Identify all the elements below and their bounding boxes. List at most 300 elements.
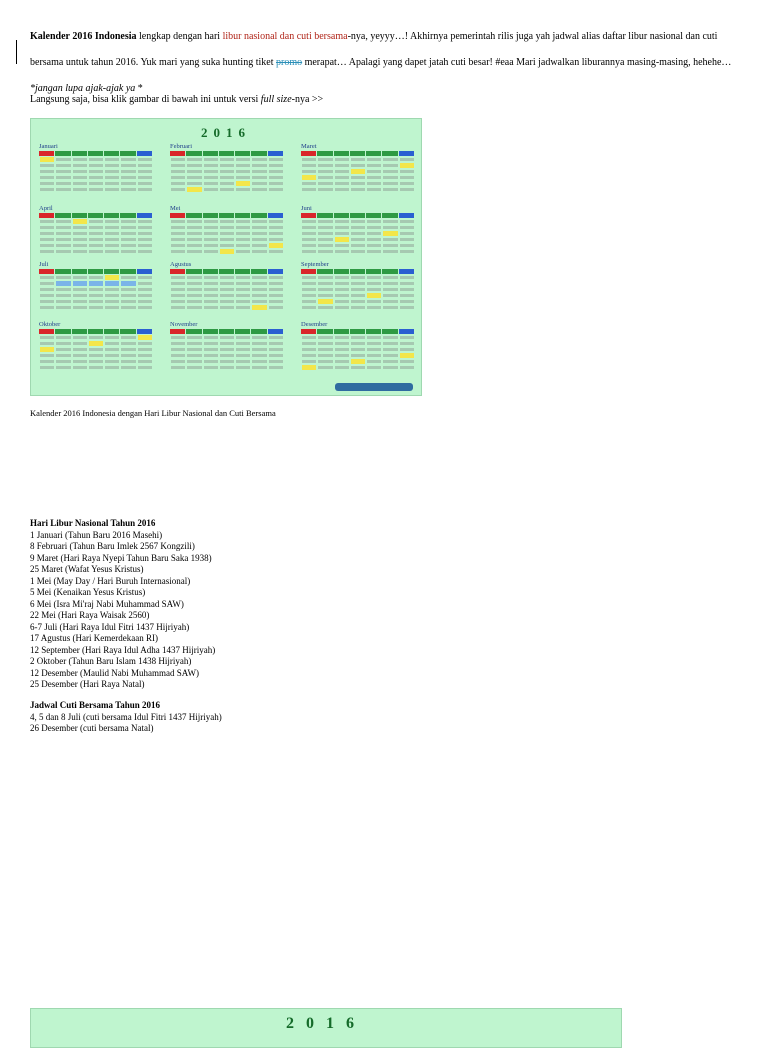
day-cell bbox=[351, 238, 365, 241]
day-cell bbox=[220, 288, 234, 291]
weekday-cell bbox=[219, 213, 235, 218]
day-cell bbox=[187, 187, 201, 192]
list-item: 26 Desember (cuti bersama Natal) bbox=[30, 723, 154, 733]
day-cell bbox=[400, 188, 414, 191]
month-name: November bbox=[170, 321, 198, 328]
day-cell bbox=[367, 348, 381, 351]
day-cell bbox=[252, 170, 266, 173]
day-cell bbox=[40, 232, 54, 235]
week-row bbox=[39, 157, 153, 162]
promo-link[interactable]: promo bbox=[275, 57, 303, 68]
day-cell bbox=[383, 158, 397, 161]
month-april bbox=[39, 205, 153, 255]
day-cell bbox=[383, 366, 397, 369]
weekday-cell bbox=[203, 213, 219, 218]
weekday-cell bbox=[382, 329, 398, 334]
day-cell bbox=[302, 300, 316, 303]
cuti-section bbox=[30, 700, 222, 735]
day-cell bbox=[252, 360, 266, 363]
day-cell bbox=[383, 294, 397, 297]
calendar-image-fullsize[interactable] bbox=[30, 1008, 622, 1048]
day-cell bbox=[187, 250, 201, 253]
list-item: 1 Januari (Tahun Baru 2016 Masehi) bbox=[30, 529, 163, 540]
day-cell bbox=[252, 188, 266, 191]
week-row bbox=[39, 335, 153, 340]
weekday-cell bbox=[251, 329, 267, 334]
month-juni bbox=[301, 205, 415, 255]
day-cell bbox=[105, 288, 119, 291]
weekday-cell bbox=[137, 269, 153, 274]
day-cell bbox=[171, 366, 185, 369]
day-cell bbox=[335, 348, 349, 351]
weekday-cell bbox=[334, 329, 350, 334]
list-item: 17 Agustus (Hari Kemerdekaan RI) bbox=[30, 633, 158, 643]
day-cell bbox=[171, 176, 185, 179]
list-item: 12 September (Hari Raya Idul Adha 1437 Hijriyah) bbox=[30, 644, 216, 655]
day-cell bbox=[105, 220, 119, 223]
day-cell bbox=[171, 238, 185, 241]
day-cell bbox=[121, 220, 135, 223]
day-cell bbox=[73, 170, 87, 173]
day-cell bbox=[400, 366, 414, 369]
image-caption: Kalender 2016 Indonesia dengan Hari Libur Nasional dan Cuti Bersama bbox=[30, 408, 276, 418]
week-row bbox=[301, 163, 415, 168]
day-cell bbox=[367, 182, 381, 185]
week-row bbox=[301, 231, 415, 236]
calendar-image[interactable] bbox=[30, 118, 422, 396]
weekday-cell bbox=[301, 329, 317, 334]
day-cell bbox=[383, 348, 397, 351]
day-cell bbox=[105, 354, 119, 357]
day-cell bbox=[269, 354, 283, 357]
day-cell bbox=[383, 244, 397, 247]
day-cell bbox=[138, 238, 152, 241]
day-cell bbox=[40, 188, 54, 191]
day-cell bbox=[187, 226, 201, 229]
weekday-cell bbox=[251, 213, 267, 218]
day-cell bbox=[318, 282, 332, 285]
day-cell bbox=[400, 353, 414, 358]
day-cell bbox=[73, 276, 87, 279]
day-cell bbox=[318, 348, 332, 351]
day-cell bbox=[121, 158, 135, 161]
day-cell bbox=[220, 354, 234, 357]
day-cell bbox=[89, 366, 103, 369]
day-cell bbox=[351, 182, 365, 185]
day-cell bbox=[383, 182, 397, 185]
weekday-header bbox=[39, 329, 153, 334]
day-cell bbox=[204, 282, 218, 285]
weekday-cell bbox=[203, 329, 219, 334]
weekday-cell bbox=[399, 151, 415, 156]
day-cell bbox=[105, 306, 119, 309]
day-cell bbox=[318, 238, 332, 241]
list-item: 25 Desember (Hari Raya Natal) bbox=[30, 679, 145, 689]
day-cell bbox=[89, 341, 103, 346]
day-cell bbox=[335, 244, 349, 247]
week-row bbox=[170, 335, 284, 340]
day-grid bbox=[170, 157, 284, 192]
weekday-cell bbox=[120, 269, 136, 274]
week-row bbox=[39, 353, 153, 358]
day-cell bbox=[220, 366, 234, 369]
day-cell bbox=[89, 360, 103, 363]
month-november bbox=[170, 321, 284, 371]
day-cell bbox=[220, 232, 234, 235]
month-name: Agustus bbox=[170, 261, 192, 268]
weekday-cell bbox=[55, 329, 71, 334]
intro-text-4: * bbox=[135, 83, 143, 94]
day-cell bbox=[138, 250, 152, 253]
week-row bbox=[170, 181, 284, 186]
day-cell bbox=[187, 360, 201, 363]
day-cell bbox=[269, 360, 283, 363]
weekday-cell bbox=[170, 329, 186, 334]
day-cell bbox=[367, 176, 381, 179]
day-cell bbox=[269, 306, 283, 309]
weekday-cell bbox=[399, 269, 415, 274]
day-cell bbox=[40, 250, 54, 253]
month-name: Juni bbox=[301, 205, 312, 212]
day-cell bbox=[318, 276, 332, 279]
day-cell bbox=[40, 342, 54, 345]
day-cell bbox=[89, 164, 103, 167]
day-cell bbox=[121, 164, 135, 167]
weekday-cell bbox=[104, 151, 120, 156]
weekday-cell bbox=[88, 151, 104, 156]
day-cell bbox=[73, 336, 87, 339]
weekday-cell bbox=[350, 151, 366, 156]
day-cell bbox=[318, 176, 332, 179]
day-cell bbox=[56, 244, 70, 247]
day-cell bbox=[220, 294, 234, 297]
week-row bbox=[39, 243, 153, 248]
month-februari bbox=[170, 143, 284, 193]
day-cell bbox=[318, 220, 332, 223]
day-cell bbox=[187, 342, 201, 345]
day-cell bbox=[351, 226, 365, 229]
day-cell bbox=[269, 182, 283, 185]
day-cell bbox=[335, 276, 349, 279]
day-cell bbox=[40, 182, 54, 185]
day-cell bbox=[56, 342, 70, 345]
day-cell bbox=[171, 342, 185, 345]
day-cell bbox=[269, 276, 283, 279]
day-cell bbox=[40, 282, 54, 285]
week-row bbox=[301, 335, 415, 340]
holidays-section bbox=[30, 518, 215, 691]
day-cell bbox=[121, 300, 135, 303]
weekday-cell bbox=[104, 213, 120, 218]
day-cell bbox=[236, 244, 250, 247]
weekday-cell bbox=[350, 329, 366, 334]
day-cell bbox=[220, 360, 234, 363]
day-cell bbox=[73, 226, 87, 229]
day-cell bbox=[367, 220, 381, 223]
day-cell bbox=[400, 276, 414, 279]
day-cell bbox=[252, 336, 266, 339]
list-item: 4, 5 dan 8 Juli (cuti bersama Idul Fitri 1437 Hijriyah) bbox=[30, 711, 222, 722]
weekday-cell bbox=[39, 151, 55, 156]
month-oktober bbox=[39, 321, 153, 371]
day-cell bbox=[121, 232, 135, 235]
day-cell bbox=[269, 243, 283, 248]
day-cell bbox=[383, 288, 397, 291]
day-cell bbox=[40, 366, 54, 369]
day-cell bbox=[171, 300, 185, 303]
day-cell bbox=[204, 250, 218, 253]
month-name: Januari bbox=[39, 143, 58, 150]
day-cell bbox=[367, 226, 381, 229]
day-cell bbox=[400, 288, 414, 291]
day-cell bbox=[236, 360, 250, 363]
list-item: 12 Desember (Maulid Nabi Muhammad SAW) bbox=[30, 667, 199, 678]
day-cell bbox=[105, 158, 119, 161]
week-row bbox=[301, 181, 415, 186]
week-row bbox=[39, 219, 153, 224]
day-cell bbox=[121, 354, 135, 357]
day-cell bbox=[105, 366, 119, 369]
day-cell bbox=[335, 188, 349, 191]
day-cell bbox=[56, 281, 70, 286]
day-cell bbox=[383, 282, 397, 285]
day-cell bbox=[367, 336, 381, 339]
week-row bbox=[301, 249, 415, 254]
fullsize-line bbox=[30, 94, 323, 105]
day-cell bbox=[187, 366, 201, 369]
day-cell bbox=[302, 348, 316, 351]
day-cell bbox=[367, 360, 381, 363]
day-cell bbox=[187, 282, 201, 285]
day-cell bbox=[351, 294, 365, 297]
day-cell bbox=[367, 354, 381, 357]
weekday-cell bbox=[268, 329, 284, 334]
weekday-cell bbox=[334, 151, 350, 156]
day-cell bbox=[367, 170, 381, 173]
weekday-cell bbox=[203, 269, 219, 274]
day-cell bbox=[171, 182, 185, 185]
day-cell bbox=[302, 365, 316, 370]
day-grid bbox=[39, 157, 153, 192]
week-row bbox=[39, 231, 153, 236]
day-cell bbox=[121, 288, 135, 291]
day-cell bbox=[351, 244, 365, 247]
day-cell bbox=[400, 182, 414, 185]
day-cell bbox=[187, 170, 201, 173]
day-cell bbox=[400, 336, 414, 339]
day-cell bbox=[73, 300, 87, 303]
day-cell bbox=[138, 294, 152, 297]
day-cell bbox=[121, 276, 135, 279]
day-cell bbox=[252, 244, 266, 247]
day-cell bbox=[220, 170, 234, 173]
day-cell bbox=[56, 232, 70, 235]
day-cell bbox=[171, 336, 185, 339]
day-cell bbox=[400, 170, 414, 173]
weekday-header bbox=[170, 151, 284, 156]
day-cell bbox=[236, 342, 250, 345]
intro-paragraph bbox=[30, 24, 742, 102]
day-grid bbox=[39, 335, 153, 370]
day-cell bbox=[73, 244, 87, 247]
day-cell bbox=[56, 300, 70, 303]
day-cell bbox=[335, 342, 349, 345]
day-cell bbox=[73, 164, 87, 167]
weekday-cell bbox=[251, 269, 267, 274]
weekday-cell bbox=[72, 213, 88, 218]
day-cell bbox=[56, 182, 70, 185]
day-cell bbox=[56, 188, 70, 191]
weekday-cell bbox=[88, 329, 104, 334]
weekday-cell bbox=[301, 213, 317, 218]
day-cell bbox=[335, 360, 349, 363]
week-row bbox=[39, 293, 153, 298]
day-cell bbox=[105, 226, 119, 229]
day-cell bbox=[335, 306, 349, 309]
day-cell bbox=[138, 366, 152, 369]
day-cell bbox=[56, 164, 70, 167]
week-row bbox=[39, 181, 153, 186]
list-item: 8 Februari (Tahun Baru Imlek 2567 Kongzili) bbox=[30, 541, 195, 551]
day-cell bbox=[138, 342, 152, 345]
day-cell bbox=[56, 176, 70, 179]
day-grid bbox=[301, 157, 415, 192]
day-cell bbox=[252, 305, 266, 310]
day-cell bbox=[105, 188, 119, 191]
week-row bbox=[170, 353, 284, 358]
weekday-cell bbox=[268, 213, 284, 218]
day-cell bbox=[252, 288, 266, 291]
day-cell bbox=[171, 188, 185, 191]
day-cell bbox=[73, 176, 87, 179]
day-cell bbox=[351, 158, 365, 161]
weekday-cell bbox=[39, 213, 55, 218]
day-cell bbox=[56, 158, 70, 161]
week-row bbox=[301, 225, 415, 230]
day-cell bbox=[40, 294, 54, 297]
day-cell bbox=[89, 354, 103, 357]
week-row bbox=[170, 341, 284, 346]
day-cell bbox=[171, 226, 185, 229]
day-cell bbox=[105, 238, 119, 241]
watermark-logo bbox=[335, 383, 413, 391]
day-cell bbox=[220, 158, 234, 161]
day-cell bbox=[187, 300, 201, 303]
day-cell bbox=[73, 348, 87, 351]
day-cell bbox=[318, 226, 332, 229]
day-cell bbox=[40, 220, 54, 223]
day-cell bbox=[40, 306, 54, 309]
day-cell bbox=[204, 164, 218, 167]
day-cell bbox=[335, 237, 349, 242]
day-cell bbox=[400, 282, 414, 285]
weekday-cell bbox=[39, 269, 55, 274]
day-cell bbox=[351, 306, 365, 309]
day-cell bbox=[220, 188, 234, 191]
day-cell bbox=[138, 335, 152, 340]
day-cell bbox=[138, 226, 152, 229]
week-row bbox=[39, 299, 153, 304]
day-cell bbox=[204, 182, 218, 185]
weekday-cell bbox=[203, 151, 219, 156]
day-cell bbox=[252, 366, 266, 369]
day-cell bbox=[187, 182, 201, 185]
day-grid bbox=[39, 275, 153, 310]
day-cell bbox=[335, 354, 349, 357]
day-cell bbox=[121, 244, 135, 247]
day-cell bbox=[105, 164, 119, 167]
day-cell bbox=[269, 238, 283, 241]
day-cell bbox=[351, 300, 365, 303]
day-cell bbox=[204, 220, 218, 223]
day-cell bbox=[335, 250, 349, 253]
day-cell bbox=[236, 276, 250, 279]
day-cell bbox=[383, 300, 397, 303]
week-row bbox=[301, 293, 415, 298]
day-cell bbox=[383, 306, 397, 309]
weekday-cell bbox=[104, 329, 120, 334]
weekday-cell bbox=[301, 151, 317, 156]
intro-text-1: lengkap dengan hari bbox=[136, 31, 223, 42]
fullsize-italic: full size bbox=[260, 94, 292, 105]
week-row bbox=[39, 175, 153, 180]
day-cell bbox=[269, 366, 283, 369]
day-cell bbox=[40, 288, 54, 291]
day-cell bbox=[105, 250, 119, 253]
day-cell bbox=[89, 336, 103, 339]
day-cell bbox=[383, 238, 397, 241]
day-cell bbox=[302, 342, 316, 345]
day-cell bbox=[121, 366, 135, 369]
day-cell bbox=[351, 169, 365, 174]
day-cell bbox=[318, 244, 332, 247]
day-cell bbox=[204, 176, 218, 179]
week-row bbox=[170, 231, 284, 236]
weekday-cell bbox=[104, 269, 120, 274]
day-cell bbox=[40, 244, 54, 247]
weekday-cell bbox=[366, 329, 382, 334]
day-cell bbox=[56, 348, 70, 351]
day-cell bbox=[302, 182, 316, 185]
day-cell bbox=[187, 336, 201, 339]
day-cell bbox=[187, 294, 201, 297]
week-row bbox=[39, 169, 153, 174]
day-cell bbox=[56, 226, 70, 229]
day-cell bbox=[367, 276, 381, 279]
day-cell bbox=[187, 158, 201, 161]
day-cell bbox=[236, 170, 250, 173]
weekday-cell bbox=[399, 329, 415, 334]
weekday-cell bbox=[334, 213, 350, 218]
day-cell bbox=[73, 294, 87, 297]
weekday-cell bbox=[186, 213, 202, 218]
day-cell bbox=[302, 354, 316, 357]
day-cell bbox=[40, 347, 54, 352]
day-cell bbox=[204, 288, 218, 291]
weekday-cell bbox=[366, 213, 382, 218]
day-cell bbox=[73, 232, 87, 235]
day-cell bbox=[318, 366, 332, 369]
day-cell bbox=[269, 282, 283, 285]
week-row bbox=[170, 187, 284, 192]
day-cell bbox=[204, 232, 218, 235]
week-row bbox=[39, 225, 153, 230]
day-cell bbox=[335, 282, 349, 285]
day-cell bbox=[269, 164, 283, 167]
day-cell bbox=[121, 188, 135, 191]
week-row bbox=[170, 347, 284, 352]
day-cell bbox=[236, 336, 250, 339]
